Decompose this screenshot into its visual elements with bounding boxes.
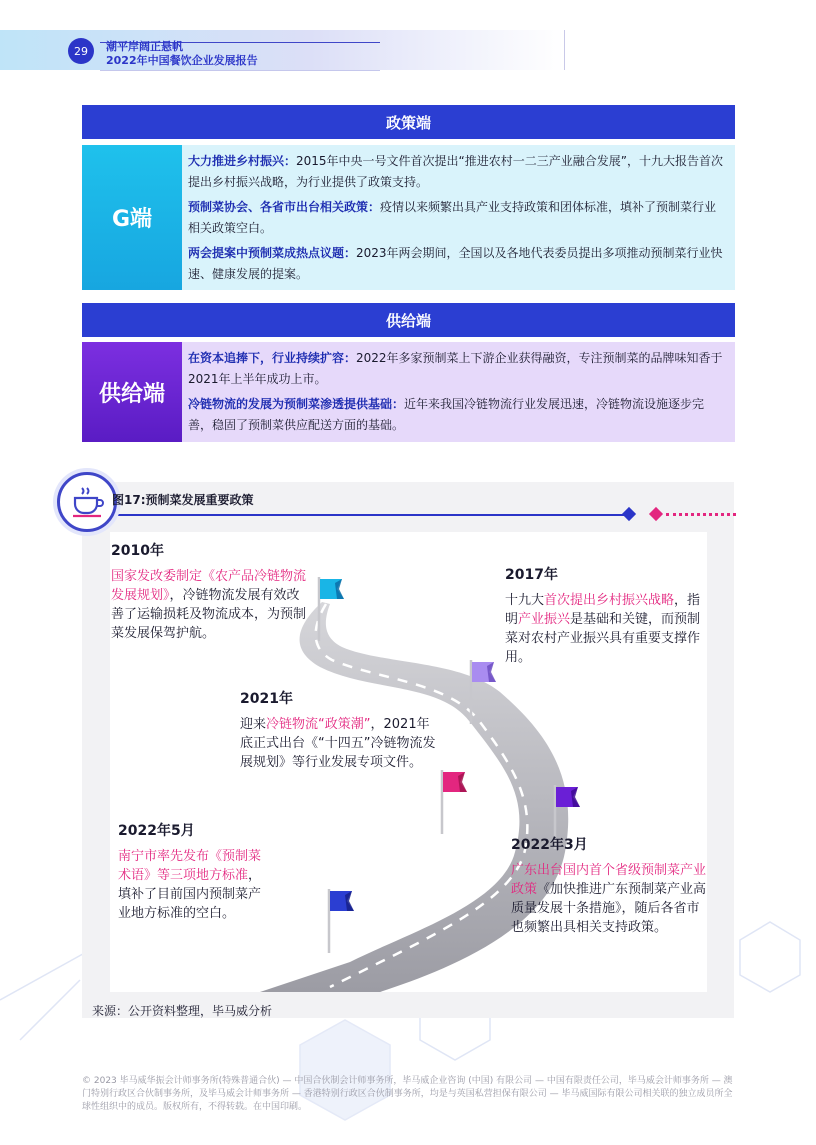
- event-text: ，冷链物流发展有效改善了运输损耗及物流成本，为预制菜发展保驾护航。: [111, 588, 307, 641]
- supply-item-text: 2022年多家预制菜上下游企业获得融资，专注预制菜的品牌味知香于2021年上半年成功上市。: [188, 351, 723, 386]
- supply-bar: 供给端: [82, 303, 735, 337]
- event-highlight: 产业振兴: [518, 612, 571, 627]
- flag-2021-icon: [438, 768, 478, 838]
- header-title: [106, 40, 258, 68]
- event-2017: [505, 566, 705, 667]
- coffee-cup-icon-svg: [69, 484, 105, 520]
- event-year: 2022年3月: [511, 837, 588, 853]
- flag-2010-icon: [315, 575, 355, 645]
- supply-item-text: 近年来我国冷链物流行业发展迅速，冷链物流设施逐步完善，稳固了预制菜供应配送方面的基础。: [188, 397, 705, 432]
- flag-2022-5-icon: [325, 887, 365, 957]
- policy-item-text: 疫情以来频繁出具产业支持政策和团体标准，填补了预制菜行业相关政策空白。: [188, 200, 717, 235]
- supply-item: [188, 348, 727, 390]
- policy-item-lead: 预制菜协会、各省市出台相关政策：: [188, 200, 381, 214]
- supply-body: [182, 342, 735, 442]
- dotted-rule: [666, 513, 736, 516]
- event-text: ，2021年底正式出台《“十四五”冷链物流发展规划》等行业发展专项文件。: [240, 717, 436, 770]
- event-text: 十九大: [505, 593, 545, 608]
- event-2021: [240, 690, 440, 772]
- coffee-cup-icon: [57, 472, 117, 532]
- event-highlight: 广东出台国内首个省级预制菜产业政策: [511, 863, 707, 897]
- policy-body: [182, 145, 735, 290]
- supply-item-lead: 冷链物流的发展为预制菜渗透提供基础：: [188, 397, 405, 411]
- header-divider: [100, 70, 380, 71]
- event-year: 2021年: [240, 691, 293, 707]
- policy-item-text: 2023年两会期间，全国以及各地代表委员提出多项推动预制菜行业快速、健康发展的提案。: [188, 246, 723, 281]
- event-2022-5: [118, 822, 270, 923]
- event-highlight: 国家发改委制定《农产品冷链物流发展规划》: [111, 569, 307, 603]
- event-text: 是基础和关键，而预制菜对农村产业振兴具有重要支撑作用。: [505, 612, 701, 665]
- figure-title: 图17:预制菜发展重要政策: [112, 493, 254, 507]
- event-text: ，指明: [505, 593, 701, 627]
- supply-item: [188, 394, 727, 436]
- policy-item-lead: 大力推进乡村振兴：: [188, 154, 297, 168]
- event-highlight: 南宁市率先发布《预制菜术语》等三项地方标准: [118, 849, 262, 883]
- event-text: 迎来: [240, 717, 267, 732]
- policy-item: [188, 197, 727, 239]
- header-title-line2: 2022年中国餐饮企业发展报告: [106, 54, 258, 67]
- event-year: 2010年: [111, 543, 164, 559]
- event-text: ，填补了目前国内预制菜产业地方标准的空白。: [118, 868, 262, 921]
- policy-item-lead: 两会提案中预制菜成热点议题：: [188, 246, 357, 260]
- event-2010: [111, 542, 311, 643]
- policy-bar: 政策端: [82, 105, 735, 139]
- event-highlight: 首次提出乡村振兴战略: [544, 593, 675, 608]
- event-2022-3: [511, 836, 707, 937]
- event-text: 《加快推进广东预制菜产业高质量发展十条措施》，随后各省市也频繁出具相关支持政策。: [511, 882, 707, 935]
- page-number: 29: [68, 38, 94, 64]
- event-year: 2022年5月: [118, 823, 195, 839]
- event-highlight: 冷链物流“政策潮”: [266, 717, 371, 732]
- policy-item: [188, 243, 727, 285]
- source-note: 来源：公开资料整理，毕马威分析: [92, 1004, 273, 1018]
- g-side-label: G端: [82, 145, 182, 290]
- figure-title-rule: [112, 514, 628, 516]
- supply-side-label: 供给端: [82, 342, 182, 442]
- supply-item-lead: 在资本追捧下，行业持续扩容：: [188, 351, 357, 365]
- policy-item: [188, 151, 727, 193]
- event-year: 2017年: [505, 567, 558, 583]
- footer-copyright: © 2023 毕马威华振会计师事务所(特殊普通合伙) — 中国合伙制会计师事务所，毕马威企业咨询 (中国) 有限公司 — 中国有限责任公司，毕马威会计师事务所 — 澳门特别行政区合伙制事务所，及毕马威会计师事务所 — 香港特别行政区合伙制事务所，均是与英国私营担保有限公司 — 毕马威国际有限公司相关联的独立成员所全球性组织中的成员。版权所有，不得转载。在中国印刷。: [82, 1076, 733, 1112]
- flag-2017-icon: [467, 658, 507, 728]
- policy-item-text: 2015年中央一号文件首次提出“推进农村一二三产业融合发展”，十九大报告首次提出乡村振兴战略，为行业提供了政策支持。: [188, 154, 723, 189]
- header-title-line1: 潮平岸阔正悬帆: [106, 40, 183, 53]
